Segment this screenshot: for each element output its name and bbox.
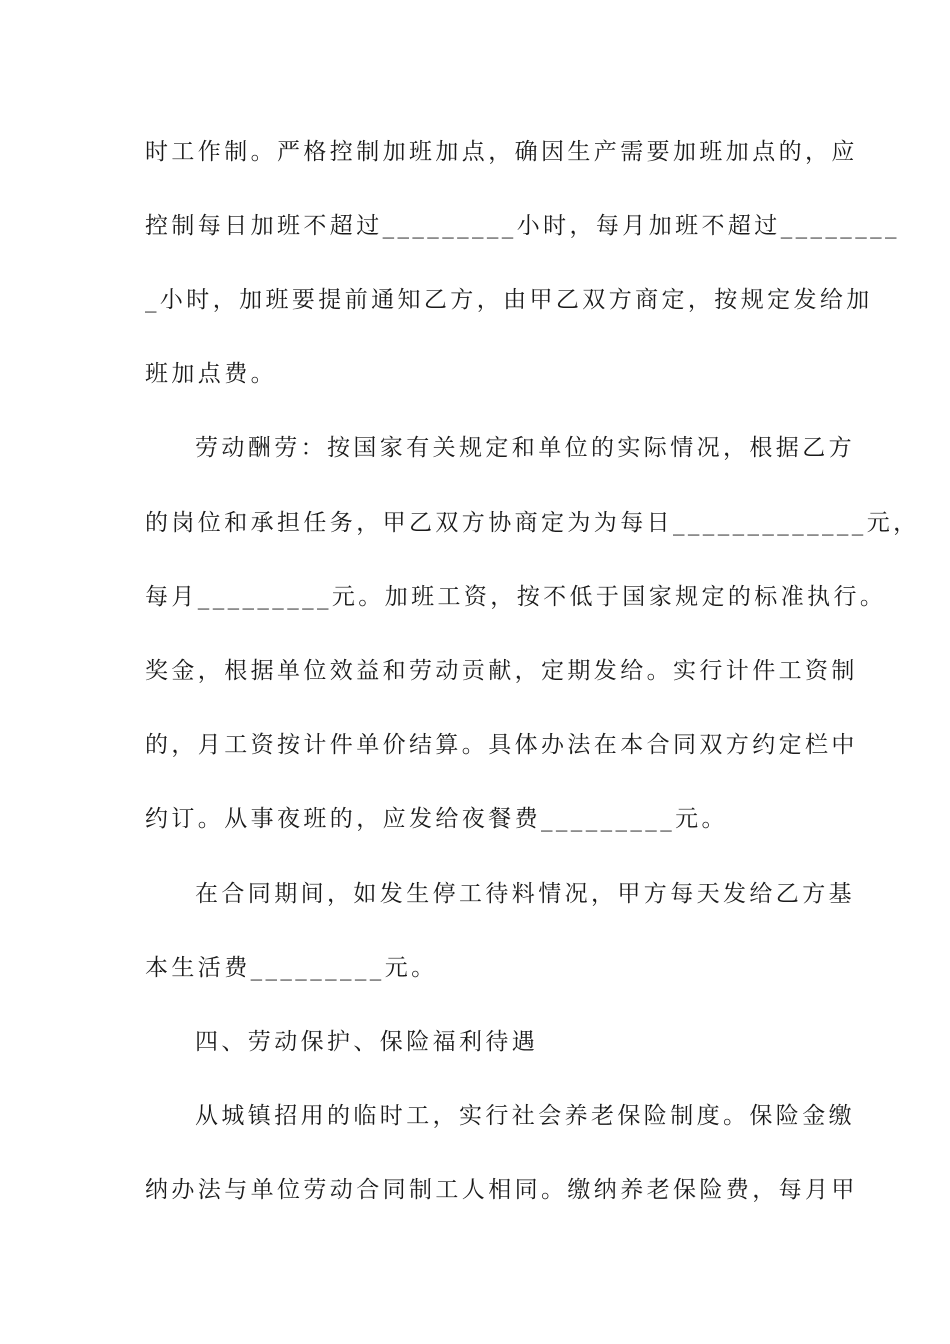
paragraph-line: 在合同期间，如发生停工待料情况，甲方每天发给乙方基 xyxy=(195,881,855,907)
paragraph-line: 本生活费_________元。 xyxy=(145,955,438,981)
section-heading: 四、劳动保护、保险福利待遇 xyxy=(195,1029,539,1055)
paragraph-line: 约订。从事夜班的，应发给夜餐费_________元。 xyxy=(145,806,728,832)
paragraph-line: 时工作制。严格控制加班加点，确因生产需要加班加点的，应 xyxy=(145,139,858,165)
paragraph-line: _小时，加班要提前通知乙方，由甲乙双方商定，按规定发给加 xyxy=(145,287,873,313)
paragraph-line: 控制每日加班不超过_________小时，每月加班不超过________ xyxy=(145,213,900,239)
paragraph-line: 每月_________元。加班工资，按不低于国家规定的标准执行。 xyxy=(145,584,887,610)
paragraph-line: 劳动酬劳：按国家有关规定和单位的实际情况，根据乙方 xyxy=(195,435,855,461)
paragraph-line: 纳办法与单位劳动合同制工人相同。缴纳养老保险费，每月甲 xyxy=(145,1177,858,1203)
paragraph-line: 班加点费。 xyxy=(145,361,277,387)
paragraph-line: 的，月工资按计件单价结算。具体办法在本合同双方约定栏中 xyxy=(145,732,858,758)
paragraph-line: 奖金，根据单位效益和劳动贡献，定期发给。实行计件工资制 xyxy=(145,658,858,684)
paragraph-line: 的岗位和承担任务，甲乙双方协商定为为每日_____________元， xyxy=(145,510,920,536)
paragraph-line: 从城镇招用的临时工，实行社会养老保险制度。保险金缴 xyxy=(195,1103,855,1129)
